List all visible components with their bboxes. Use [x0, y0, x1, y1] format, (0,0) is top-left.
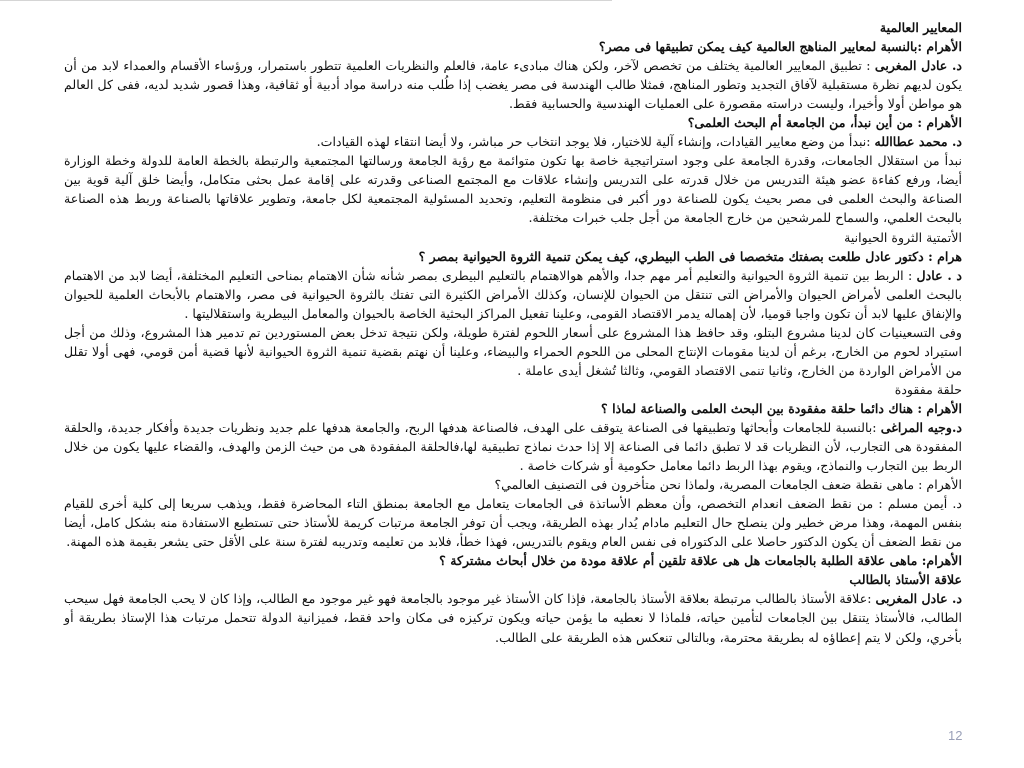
page-number: 12	[948, 728, 963, 743]
section-heading: علاقة الأستاذ بالطالب	[849, 572, 962, 588]
answer-paragraph	[64, 132, 962, 151]
answer-text: : تطبيق المعايير العالمية يختلف من تخصص لآخر، ولكن هناك مبادىء عامة، فالعلم والنظريات العلمية تتطور باستمرار، ورؤساء الأقسام والعمداء لابد من أن يكون لديهم نظرة مستقبلية لآفاق التجديد وتطور المناهج، فمثلا طالب الهندسة فى مصر يغضب إذا طُلب منه دراسة مواد أدبية أو ثقافية، وهذا قصور شديد لديه، ففى كل العالم هو مواطن أولا وأخيرا، وليست دراسته مقصورة على العمليات الهندسية والحسابية فقط.	[64, 58, 962, 112]
question-plain: الأهرام : ماهى نقطة ضعف الجامعات المصرية، ولماذا نحن متأخرون فى التصنيف العالمي؟	[494, 477, 962, 493]
speaker-name: د . عادل	[916, 267, 963, 283]
paragraph: نبدأ من استقلال الجامعات، وقدرة الجامعة على وجود استراتيجية خاصة بها تكون متوائمة مع رؤية الجامعة ورسالتها المجتمعية والرتبطة بالخطة العامة للدولة وخطة الوزارة أيضا، ورفع كفاءة عضو هيئة التدريس من خلال قدرته على التدريس وإنشاء علاقات مع المجتمع الصناعى وقدرته على إقامة عمل بحثى متكامل، وأيضا خلق آلية قوية بين الصناعة والبحث العلمى فى مصر بحيث يكون للصناعة دور أكبر فى منظومة التعليم، وتحديد المسئولية المجتمعية لكل جامعة، وتطوير علاقاتها بالصناعة وربط هذه الصناعة بالبحث العلمي، والسماح للمرشحين من خارج الجامعة من أجل جلب خبرات مختلفة.	[64, 153, 962, 226]
answer-text: : الربط بين تنمية الثروة الحيوانية والتعليم أمر مهم جدا، والأهم هوالاهتمام بالتعليم البيطرى بمصر شأنه شأن الاهتمام بمناحى التعليم المختلفة، أيضا لابد من الاهتمام بالبحث العلمى لأمراض الحيوان والأمراض التى تنتقل من الحيوان للإنسان، وكذلك الأمراض الكثيرة التى تفتك بالثروة الحيوانية فى مصر، والاهتمام بالأبحاث العلمية للحيوان والإنفاق عليها لابد أن تكون واجبا قوميا، لأن إهماله يدمر الاقتصاد القومى، وعلينا تفعيل المراكز البحثية الخاصة بالحيوان والمعامل البيطرية واستقلاليتها .	[64, 267, 962, 321]
answer-paragraph	[64, 418, 962, 475]
answer-text: :بالنسبة للجامعات وأبحاثها وتطبيقها فى الصناعة يتوقف على الهدف، فالصناعة هدفها الربح، والجامعة هدفها علم جديد ونظريات جديدة وأفكار جديدة، والحلقة المفقودة هى التجارب، لأن النظريات قد لا تطبق دائما فى الصناعة إلا إذا حدث نماذج تطبيقية لها،فالحلقة المفقودة هى من حيث الزمن والهدف، والقضاء عليها يكون من خلال الربط بين التجارب والنماذج، ويقوم بهذا الربط دائما معامل حكومية أو شركات خاصة .	[64, 419, 962, 474]
question: هرام : دكتور عادل طلعت بصفتك متخصصا فى الطب البيطري، كيف يمكن تنمية الثروة الحيوانية بمصر ؟	[418, 248, 962, 264]
speaker-name: د. أيمن مسلم	[887, 496, 962, 512]
speaker-name: د. عادل المغربى	[874, 58, 963, 74]
section-heading: حلقة مفقودة	[894, 381, 962, 397]
top-divider	[0, 0, 612, 1]
section-heading: الأتمتية الثروة الحيوانية	[844, 229, 962, 245]
answer-text: : من نقط الضعف انعدام التخصص، وأن معظم الأساتذة فى الجامعات يتعامل مع الجامعة بمنطق التاء المحاضرة فقط، ويذهب سريعا إلى كلية أخرى للقيام بنفس المهمة، وهذا مرض خطير ولن ينصلح حال التعليم مادام يُدار بهذه الطريقة، ويجب أن توفر الجامعة مرتبات كريمة للأستاذ حتى تستطيع الاستفادة منه بشكل كامل، أيضا من نقط الضعف أن يكون الدكتور حاصلا على الدكتوراه فى نفس العام ويقوم بالتدريس، فهذا خطأ، فلابد من تعليمه وتدريبه لفترة سنة على الأقل حتى يشعر بقيمة هذه المهنة.	[64, 496, 962, 550]
answer-paragraph	[64, 589, 962, 646]
question: الأهرام : هناك دائما حلقة مفقودة بين البحث العلمى والصناعة لماذا ؟	[601, 400, 962, 416]
section-heading: المعايير العالمية	[879, 20, 962, 35]
paragraph: وفى التسعينيات كان لدينا مشروع البتلو، وقد حافظ هذا المشروع على أسعار اللحوم لفترة طويلة، ولكن نتيجة تدخل بعض المستوردين تم تدمير هذا المشروع، وذلك من أجل استيراد لحوم من الخارج، برغم أن لدينا مقومات الإنتاج المحلى من اللحوم الحمراء والبيضاء، وعلينا أن نهتم بقضية تنمية الثروة الحيوانية لأنها قضية أمن قومي، فهى أولا تقلل من الأمراض الواردة من الخارج، وثانيا تنمى الاقتصاد القومي، وثالثا تُشغل أيدى عاملة .	[64, 324, 962, 378]
speaker-name: د. محمد عطاالله	[874, 134, 962, 150]
answer-paragraph	[64, 266, 962, 323]
article-body	[64, 18, 962, 647]
speaker-name: د. عادل المغربى	[875, 591, 963, 607]
question: الأهرام : من أين نبدأ، من الجامعة أم البحث العلمى؟	[687, 115, 962, 131]
question: الأهرام :بالنسبة لمعايير المناهج العالمية كيف يمكن تطبيقها فى مصر؟	[598, 39, 962, 55]
question: الأهرام: ماهى علاقة الطلبة بالجامعات هل هى علاقة تلقين أم علاقة مودة من خلال أبحاث مشتركة ؟	[439, 553, 962, 569]
answer-text: :نبدأ من وضع معايير القيادات، وإنشاء آلية للاختيار، فلا يوجد انتخاب حر مباشر، ولا أيضا انتقاء لهذه القيادات.	[316, 134, 875, 150]
speaker-name: د.وجيه المراغى	[880, 419, 962, 435]
answer-paragraph	[64, 494, 962, 551]
answer-paragraph	[64, 56, 962, 113]
answer-text: :علاقة الأستاذ بالطالب مرتبطة بعلاقة الأستاذ بالجامعة، فإذا كان الأستاذ غير موجود بالجامعة فهو غير موجود مع الطالب، وإذا كان لا يحب الجامعة فهل سيحب الطالب، فالأستاذ يتنقل بين الجامعات لتأمين حياته، فلماذا لا نعطيه ما يؤمن حياته ويكون تركيزه فى مكان واحد فقط، فميزانية الدولة تتحمل مرتبات هذا الإستاذ بطريقة أو بأخري، ولكن لا يتم إعطاؤه له بطريقة محترمة، وبالتالى تنعكس هذه الطريقة على الطالب.	[64, 591, 962, 645]
